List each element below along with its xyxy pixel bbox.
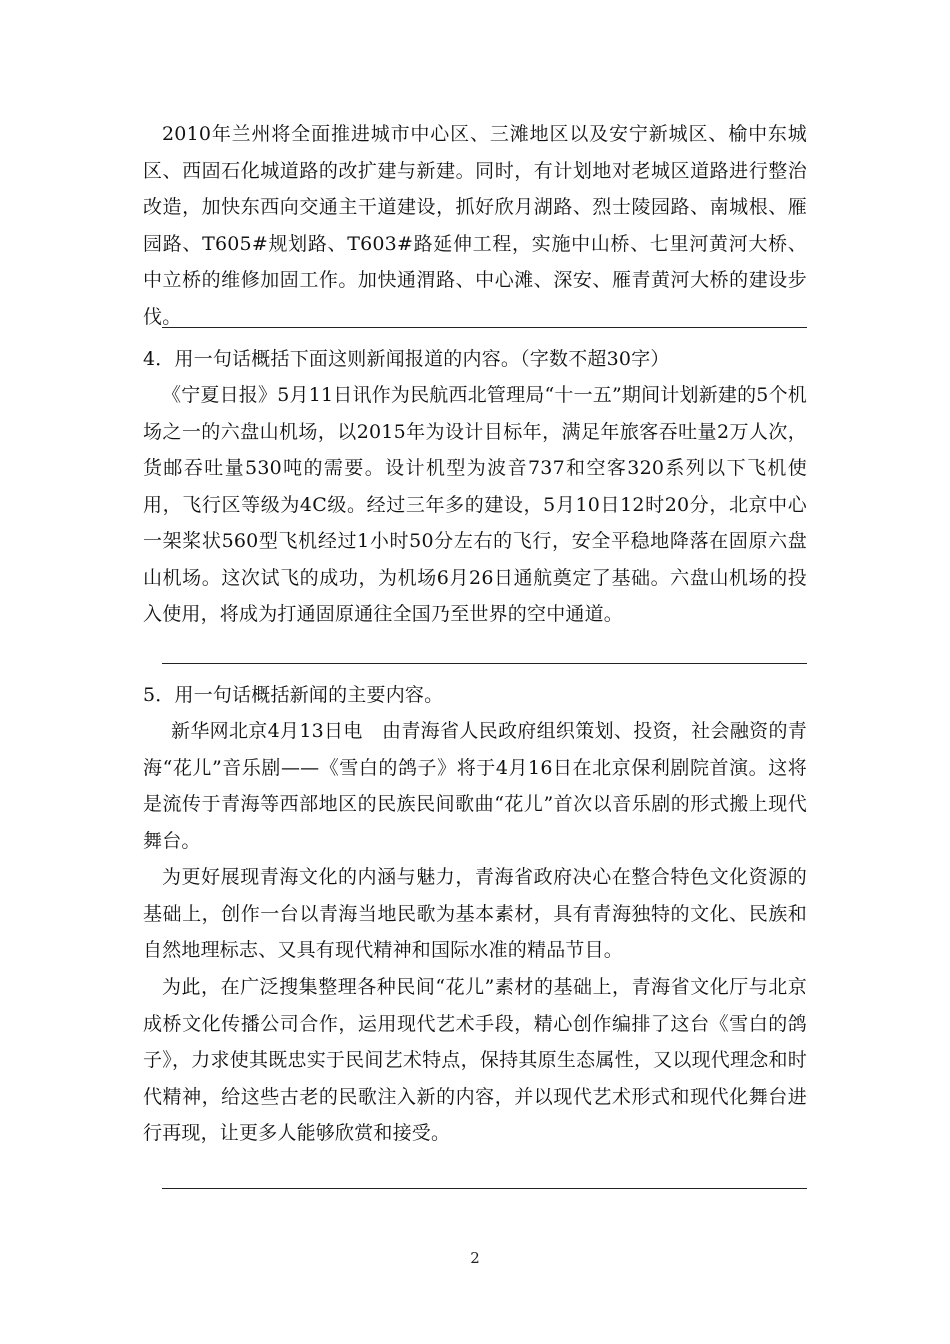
page-number: 2: [470, 1249, 480, 1267]
passage-lanzhou-roads: 2010年兰州将全面推进城市中心区、三滩地区以及安宁新城区、榆中东城区、西固石化城道路的改扩建与新建。同时，有计划地对老城区道路进行整治改造，加快东西向交通主干道建设，抓好欣月湖路、烈士陵园路、南城根、雁园路、T605#规划路、T603#路延伸工程，实施中山桥、七里河黄河大桥、中立桥的维修加固工作。加快通渭路、中心滩、深安、雁青黄河大桥的建设步伐。: [143, 123, 807, 328]
answer-line-3: [162, 327, 807, 328]
question-4-heading: 4．用一句话概括下面这则新闻报道的内容。（字数不超30字）: [143, 348, 670, 370]
question-5-heading: 5．用一句话概括新闻的主要内容。: [143, 684, 444, 706]
answer-line-4: [162, 663, 807, 664]
question-5-paragraph-3: 为此，在广泛搜集整理各种民间“花儿”素材的基础上，青海省文化厅与北京成桥文化传播公司合作，运用现代艺术手段，精心创作编排了这台《雪白的鸽子》，力求使其既忠实于民间艺术特点，保持其原生态属性，又以现代理念和时代精神，给这些古老的民歌注入新的内容，并以现代艺术形式和现代化舞台进行再现，让更多人能够欣赏和接受。: [143, 976, 807, 1144]
answer-line-5: [162, 1188, 807, 1189]
question-5-paragraph-1: 新华网北京4月13日电 由青海省人民政府组织策划、投资，社会融资的青海“花儿”音乐剧——《雪白的鸽子》将于4月16日在北京保利剧院首演。这将是流传于青海等西部地区的民族民间歌曲“花儿”首次以音乐剧的形式搬上现代舞台。: [143, 720, 807, 852]
question-5-paragraph-2: 为更好展现青海文化的内涵与魅力，青海省政府决心在整合特色文化资源的基础上，创作一台以青海当地民歌为基本素材，具有青海独特的文化、民族和自然地理标志、又具有现代精神和国际水准的精品节目。: [143, 866, 807, 961]
question-4-passage: 《宁夏日报》5月11日讯作为民航西北管理局“十一五”期间计划新建的5个机场之一的六盘山机场，以2015年为设计目标年，满足年旅客吞吐量2万人次，货邮吞吐量530吨的需要。设计机型为波音737和空客320系列以下飞机使用，飞行区等级为4C级。经过三年多的建设，5月10日12时20分，北京中心一架桨状560型飞机经过1小时50分左右的飞行，安全平稳地降落在固原六盘山机场。这次试飞的成功，为机场6月26日通航奠定了基础。六盘山机场的投入使用，将成为打通固原通往全国乃至世界的空中通道。: [143, 384, 807, 625]
